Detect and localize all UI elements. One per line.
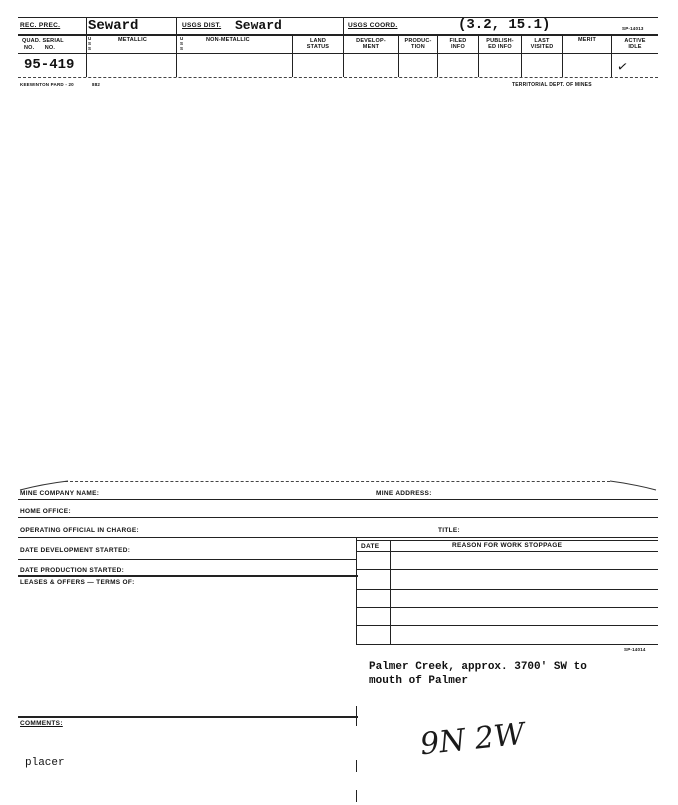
col-divider (437, 34, 438, 77)
location-note-line-2: mouth of Palmer (369, 675, 469, 687)
col-uss-1: U S S (88, 36, 92, 51)
title-label: TITLE: (438, 527, 461, 534)
operating-official-label: OPERATING OFFICIAL IN CHARGE: (20, 527, 139, 534)
col-no-no: NO. NO. (24, 45, 56, 51)
form-rule (18, 517, 658, 518)
stoppage-table-left-border (356, 537, 357, 644)
col-land-status: LAND STATUS (306, 38, 330, 50)
usgs-coord-label: USGS COORD. (348, 22, 398, 29)
col-non-metallic: NON-METALLIC (206, 37, 250, 43)
stoppage-row (356, 551, 658, 552)
rec-prec-value: Seward (88, 18, 139, 34)
form-rule (18, 499, 658, 500)
form-code-bottom: SP-14014 (624, 647, 646, 652)
col-divider (343, 17, 344, 77)
comments-divider (356, 760, 357, 772)
col-divider (611, 34, 612, 77)
comments-rule (18, 716, 358, 718)
mine-address-label: MINE ADDRESS: (376, 490, 432, 497)
col-merit: MERIT (577, 37, 597, 43)
lower-form-top-curve (18, 476, 658, 496)
handwritten-coordinate: 9N 2W (418, 716, 527, 763)
form-rule (18, 575, 358, 577)
comments-label: COMMENTS: (20, 720, 63, 727)
col-divider (562, 34, 563, 77)
col-divider (478, 34, 479, 77)
col-development: DEVELOP- MENT (356, 38, 386, 50)
form-rule (18, 559, 356, 560)
col-published-info: PUBLISH- ED INFO (486, 38, 514, 50)
usgs-dist-label: USGS DIST. (182, 22, 222, 29)
col-divider (398, 34, 399, 77)
date-production-started-label: DATE PRODUCTION STARTED: (20, 567, 125, 574)
location-note-line-1: Palmer Creek, approx. 3700' SW to (369, 661, 587, 673)
column-header-bottom-rule (18, 53, 658, 54)
form-code-top: SP-14013 (622, 26, 644, 31)
home-office-label: HOME OFFICE: (20, 508, 71, 515)
active-check-mark: ✓ (615, 58, 630, 75)
card-tear-line (18, 77, 658, 78)
col-metallic: METALLIC (118, 37, 147, 43)
col-filed-info: FILED INFO (449, 38, 467, 50)
department-name: TERRITORIAL DEPT. OF MINES (512, 82, 592, 88)
stoppage-row (356, 589, 658, 590)
stoppage-row (356, 644, 658, 645)
comments-value: placer (25, 757, 65, 769)
stoppage-row (356, 569, 658, 570)
date-development-started-label: DATE DEVELOPMENT STARTED: (20, 547, 131, 554)
mine-company-name-label: MINE COMPANY NAME: (20, 490, 100, 497)
printer-mark: KEEWINTON PARD - 20 (20, 82, 74, 87)
stoppage-row (356, 625, 658, 626)
quad-serial-value: 95-419 (24, 57, 75, 73)
col-divider (521, 34, 522, 77)
col-quad-serial: QUAD. SERIAL (22, 38, 64, 44)
col-uss-2: U S S (180, 36, 184, 51)
printer-code: 882 (92, 82, 101, 87)
col-active-idle: ACTIVE IDLE (624, 38, 646, 50)
comments-divider (356, 706, 357, 726)
rec-prec-label: REC. PREC. (20, 22, 61, 29)
comments-divider (356, 790, 357, 802)
usgs-dist-value: Seward (235, 18, 282, 33)
col-divider (86, 17, 87, 77)
stoppage-table-divider (390, 540, 391, 644)
leases-offers-label: LEASES & OFFERS — TERMS OF: (20, 579, 135, 586)
stoppage-row (356, 607, 658, 608)
reason-for-work-stoppage-label: REASON FOR WORK STOPPAGE (452, 542, 563, 549)
col-production: PRODUC- TION (404, 38, 432, 50)
col-divider (176, 17, 177, 77)
date-column-label: DATE (361, 543, 380, 550)
col-divider (292, 34, 293, 77)
col-last-visited: LAST VISITED (530, 38, 554, 50)
form-rule (356, 540, 658, 541)
usgs-coord-value: (3.2, 15.1) (458, 17, 551, 33)
form-rule (18, 537, 658, 538)
